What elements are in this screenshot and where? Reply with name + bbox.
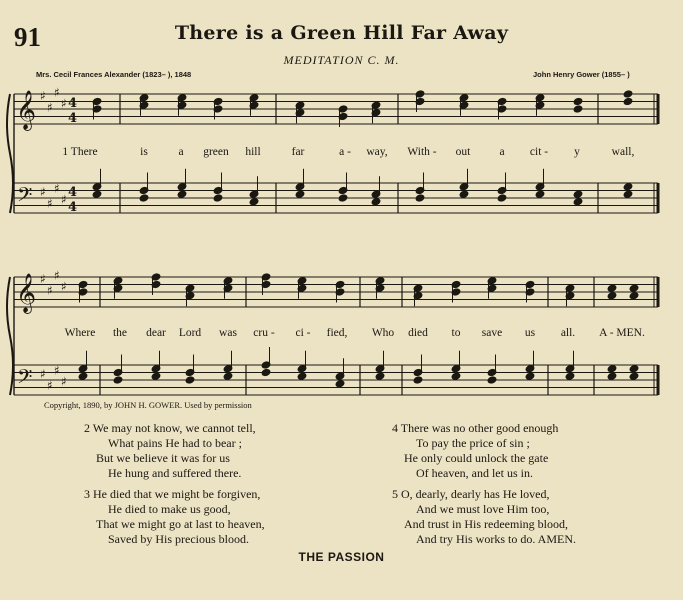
note-head [139,194,148,202]
lyric-syllable: With - [407,146,437,158]
lyric-syllable: far [291,146,305,158]
stanza-line: 2 We may not know, we cannot tell, [84,421,256,435]
hymn-number: 91 [14,22,41,52]
lyric-syllable: to [451,327,461,339]
stanza-line: He hung and suffered there. [108,466,242,480]
stanza-line: And try His works to do. AMEN. [416,532,577,546]
note-head [629,372,638,380]
lyric-syllable: hill [245,146,261,158]
stanza-line: What pains He had to bear ; [108,436,242,450]
note-head [413,376,422,384]
note-head [335,380,344,388]
note-head [573,98,582,106]
hymn-title: There is a Green Hill Far Away [174,22,509,44]
lyric-syllable: a [499,146,505,158]
lyric-syllable: 1 There [62,146,98,158]
note-head [607,292,616,300]
sharp-sign: ♯ [47,100,53,115]
sharp-sign: ♯ [40,185,46,199]
lyric-syllable: died [408,327,428,339]
note-head [629,284,638,292]
lyric-syllable: Lord [178,327,202,339]
time-signature: 4 [68,111,78,126]
sharp-sign: ♯ [47,378,53,393]
stanza-line: And trust in His redeeming blood, [404,517,568,531]
stanza-line: And we must love Him too, [416,502,550,516]
note-head [249,198,258,206]
note-head [213,194,222,202]
note-head [607,284,616,292]
lyric-syllable: fied, [326,327,348,339]
music-credit: John Henry Gower (1855– ) [533,70,630,79]
stanza-line: To pay the price of sin ; [416,436,530,450]
note-head [623,190,632,198]
sharp-sign: ♯ [40,367,46,381]
stanza-line: He only could unlock the gate [404,451,549,465]
words-credit: Mrs. Cecil Frances Alexander (1823– ), 1848 [36,70,192,79]
stanza-line: Of heaven, and let us in. [416,466,533,480]
note-head [78,372,87,380]
note-head [497,194,506,202]
lyric-syllable: out [455,146,471,158]
note-head [223,372,232,380]
lyric-syllable: is [140,146,148,158]
note-head [151,372,160,380]
stanza-line: But we believe it was for us [96,451,230,465]
note-head [525,372,534,380]
time-signature: 4 [68,200,78,215]
note-head [295,190,304,198]
note-head [535,190,544,198]
note-head [573,198,582,206]
lyric-syllable: all. [560,327,576,339]
sharp-sign: ♯ [61,96,67,111]
lyric-syllable: dear [146,327,166,339]
stanza-line: 4 There was no other good enough [392,421,559,435]
stanza-line: He died to make us good, [108,502,231,516]
note-head [371,198,380,206]
note-head [338,194,347,202]
lyric-syllable: was [219,327,237,339]
treble-clef: 𝄞 [16,90,37,130]
stanza-line: That we might go at last to heaven, [96,517,265,531]
lyric-syllable: wall, [611,146,635,158]
bass-clef: 𝄢 [17,183,33,211]
lyric-syllable: y [574,146,580,158]
lyric-syllable: cru - [253,327,275,339]
sharp-sign: ♯ [61,279,67,294]
stanza-4 [392,421,558,481]
section-heading: THE PASSION [298,550,385,564]
lyric-syllable: a [178,146,184,158]
system-brace [7,277,13,395]
time-signature: 4 [68,185,78,200]
sharp-sign: ♯ [54,363,60,378]
note-head [185,376,194,384]
note-head [607,372,616,380]
lyric-syllable: cit - [529,146,549,158]
sharp-sign: ♯ [40,272,46,286]
note-head [92,190,101,198]
note-head [261,369,270,377]
bass-clef: 𝄢 [17,365,33,393]
note-head [573,105,582,113]
sharp-sign: ♯ [54,268,60,283]
time-signature: 4 [68,96,78,111]
note-head [415,194,424,202]
note-head [623,183,632,191]
stanza-5 [392,487,576,547]
stanza-2 [84,421,256,481]
note-head [459,190,468,198]
note-head [573,190,582,198]
system-brace [7,94,13,213]
lyric-syllable: A - MEN. [599,327,645,339]
note-head [623,98,632,106]
stanza-3 [84,487,265,547]
note-head [629,365,638,373]
sharp-sign: ♯ [54,85,60,100]
note-head [177,190,186,198]
treble-clef: 𝄞 [16,273,37,313]
note-head [487,376,496,384]
note-head [375,372,384,380]
lyric-syllable: us [524,327,536,339]
note-head [451,372,460,380]
lyric-syllable: the [112,327,128,339]
sharp-sign: ♯ [40,89,46,103]
lyric-syllable: Who [371,327,395,339]
lyric-syllable: way, [366,146,388,158]
note-head [113,376,122,384]
lyric-syllable: Where [64,327,96,339]
note-head [297,372,306,380]
lyric-syllable: ci - [295,327,311,339]
note-head [607,365,616,373]
sharp-sign: ♯ [61,374,67,389]
sharp-sign: ♯ [47,283,53,298]
copyright-notice: Copyright, 1890, by JOHN H. GOWER. Used by permission [44,400,252,410]
sharp-sign: ♯ [54,181,60,196]
lyric-syllable: green [203,146,229,158]
lyric-syllable: save [481,327,503,339]
tune-name: MEDITATION C. M. [283,53,400,67]
lyric-syllable: a - [339,146,351,158]
sharp-sign: ♯ [47,196,53,211]
note-head [623,90,632,98]
note-head [629,292,638,300]
sharp-sign: ♯ [61,192,67,207]
stanza-line: 5 O, dearly, dearly has He loved, [392,487,550,501]
note-head [565,372,574,380]
stanza-line: Saved by His precious blood. [108,532,249,546]
stanza-line: 3 He died that we might be forgiven, [84,487,261,501]
